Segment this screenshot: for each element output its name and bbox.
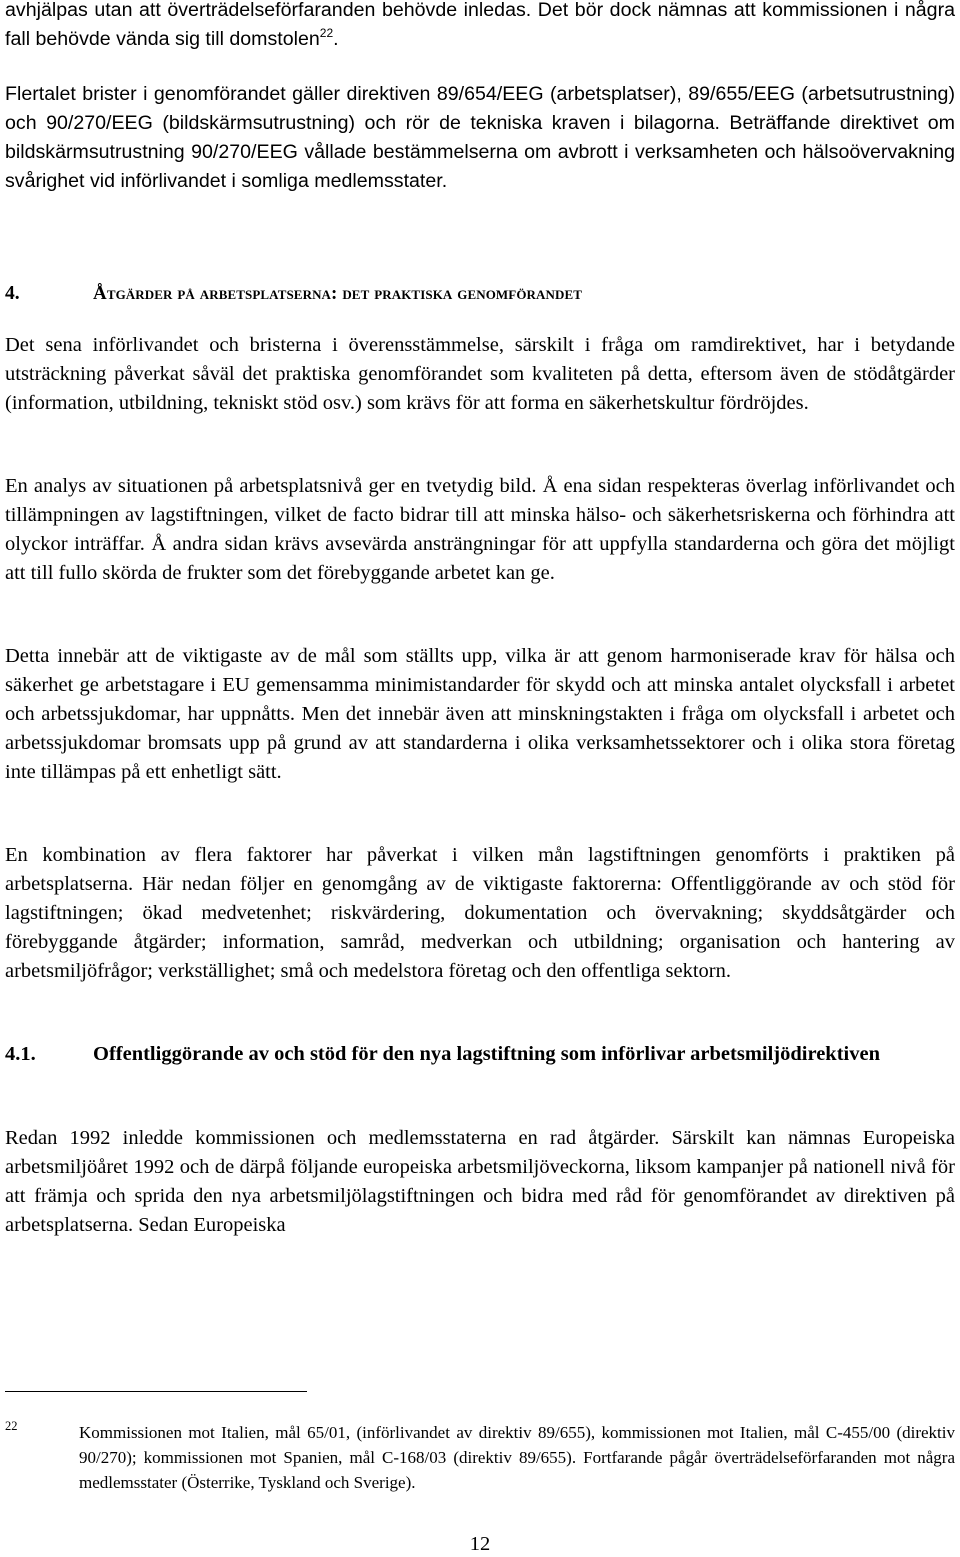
paragraph: En analys av situationen på arbetsplatsnivå ger en tvetydig bild. Å ena sidan respekteras överlag införlivandet och tillämpningen av lagstiftningen, vilket de facto bidrar till att minska hälso- och säkerhetsriskerna och förhindra att olyckor inträffar. Å andra sidan krävs avsevärda ansträngningar för att uppfylla standarderna och göra det möjligt att till fullo skörda de frukter som det förebyggande arbetet kan ge. [5, 475, 955, 584]
paragraph: Flertalet brister i genomförandet gäller direktiven 89/654/EEG (arbetsplatser), 89/655/EEG (arbetsutrustning) och 90/270/EEG (bildskärmsutrustning) och rör de tekniska kraven i bilagorna. Beträffande direktivet om bildskärmsutrustning 90/270/EEG vållade bestämmelserna om avbrott i verksamheten och hälsoövervakning svårighet vid införlivandet i somliga medlemsstater. [5, 83, 955, 192]
paragraph-text: . [333, 28, 339, 50]
footnote-reference[interactable]: 22 [319, 26, 334, 40]
paragraph-text: avhjälpas utan att överträdelseförfaranden behövde inledas. Det bör dock nämnas att kommissionen i några fall behövde vända sig till domstolen [5, 0, 955, 50]
section41-paragraph [5, 1124, 955, 1240]
section-heading [5, 283, 955, 305]
section-number: 4. [5, 283, 20, 304]
subsection-number: 4.1. [5, 1043, 36, 1065]
section4-paragraph-2 [5, 472, 955, 588]
footnote-separator [5, 1391, 307, 1392]
section4-paragraph-1 [5, 331, 955, 418]
paragraph: Redan 1992 inledde kommissionen och medlemsstaterna en rad åtgärder. Särskilt kan nämnas Europeiska arbetsmiljöåret 1992 och de därpå följande europeiska arbetsmiljöveckorna, liksom kampanjer på nationell nivå för att främja och sprida den nya arbetsmiljölagstiftningen och bidra med råd för genomförandet av direktiven på arbetsplatserna. Sedan Europeiska [5, 1127, 955, 1236]
subsection-title: Offentliggörande av och stöd för den nya lagstiftning som införlivar arbetsmiljödirektiven [93, 1043, 880, 1065]
footnote [5, 1418, 955, 1495]
subsection-heading [5, 1040, 955, 1069]
intro-continuation [5, 0, 955, 54]
brister-paragraph-block [5, 80, 955, 196]
page-number: 12 [469, 1533, 491, 1555]
footnote-text: Kommissionen mot Italien, mål 65/01, (införlivandet av direktiv 89/655), kommissionen mot Italien, mål C-455/00 (direktiv 90/270); kommissionen mot Spanien, mål C-168/03 (direktiv 89/655). Fortfarande pågår överträdelseförfaranden mot några medlemsstater (Österrike, Tyskland och Sverige). [79, 1423, 955, 1492]
paragraph: Detta innebär att de viktigaste av de mål som ställts upp, vilka är att genom harmoniserade krav för hälsa och säkerhet ge arbetstagare i EU gemensamma minimistandarder för skydd och att minska antalet olycksfall i arbetet och arbetssjukdomar, har uppnåtts. Men det innebär även att minskningstakten i fråga om olycksfall i arbetet och arbetssjukdomar bromsats upp på grund av att standarderna i olika verksamhetssektorer och i olika stora företag inte tillämpas på ett enhetligt sätt. [5, 645, 955, 783]
footnote-number: 22 [5, 1419, 18, 1433]
section4-paragraph-4 [5, 841, 955, 986]
section4-paragraph-3 [5, 642, 955, 787]
paragraph: Det sena införlivandet och bristerna i överensstämmelse, särskilt i fråga om ramdirektivet, har i betydande utsträckning påverkat såväl det praktiska genomförandet som kvaliteten på detta, eftersom även de stödåtgärder (information, utbildning, tekniskt stöd osv.) som krävs för att forma en säkerhetskultur fördröjdes. [5, 334, 955, 414]
section-title: Åtgärder på arbetsplatserna: det praktiska genomförandet [93, 283, 583, 304]
paragraph: En kombination av flera faktorer har påverkat i vilken mån lagstiftningen genomförts i praktiken på arbetsplatserna. Här nedan följer en genomgång av de viktigaste faktorerna: Offentliggörande av och stöd för lagstiftningen; ökad medvetenhet; riskvärdering, dokumentation och övervakning; skyddsåtgärder och förebyggande åtgärder; information, samråd, medverkan och utbildning; organisation och hantering av arbetsmiljöfrågor; verkställighet; små och medelstora företag och den offentliga sektorn. [5, 844, 955, 982]
paragraph [5, 0, 955, 54]
